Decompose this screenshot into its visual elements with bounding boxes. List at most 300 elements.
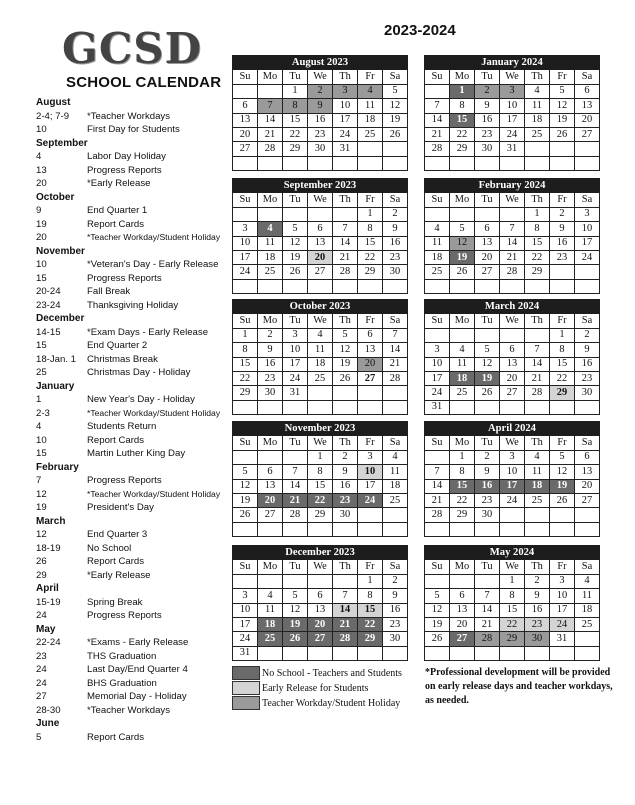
day-cell: 6 bbox=[500, 343, 525, 357]
event-row bbox=[36, 663, 236, 677]
empty-day-cell bbox=[383, 400, 408, 414]
day-cell: 10 bbox=[233, 603, 258, 617]
event-date: 29 bbox=[36, 569, 47, 581]
day-cell: 13 bbox=[575, 465, 600, 479]
day-cell: 21 bbox=[500, 250, 525, 264]
empty-day-cell bbox=[233, 279, 258, 293]
empty-day-cell bbox=[475, 522, 500, 536]
empty-day-cell bbox=[575, 646, 600, 660]
event-description: *Teacher Workday/Student Holiday bbox=[87, 232, 221, 242]
day-cell: 9 bbox=[550, 222, 575, 236]
event-description: *Veteran's Day - Early Release bbox=[87, 259, 219, 270]
weekday-header: Su bbox=[425, 314, 450, 328]
day-cell: 12 bbox=[425, 603, 450, 617]
empty-day-cell bbox=[333, 646, 358, 660]
weekday-header: Mo bbox=[258, 193, 283, 207]
event-row bbox=[36, 731, 236, 745]
event-description: New Year's Day - Holiday bbox=[87, 394, 195, 405]
event-row bbox=[36, 218, 236, 232]
event-row bbox=[36, 231, 236, 245]
event-date: 22-24 bbox=[36, 637, 61, 648]
day-cell: 13 bbox=[308, 236, 333, 250]
legend-label: Teacher Workday/Student Holiday bbox=[262, 697, 401, 709]
event-date: 19 bbox=[36, 502, 47, 513]
event-date: 10 bbox=[36, 259, 47, 270]
day-cell: 6 bbox=[450, 589, 475, 603]
day-cell: 6 bbox=[575, 450, 600, 464]
weekday-header: Mo bbox=[450, 436, 475, 450]
weekday-header: Su bbox=[425, 70, 450, 84]
day-cell: 26 bbox=[383, 127, 408, 141]
event-description: End Quarter 1 bbox=[87, 205, 148, 216]
empty-day-cell bbox=[333, 522, 358, 536]
day-cell: 1 bbox=[358, 207, 383, 221]
event-row bbox=[36, 204, 236, 218]
day-cell: 26 bbox=[550, 493, 575, 507]
day-cell: 19 bbox=[333, 357, 358, 371]
event-date: 7 bbox=[36, 475, 42, 486]
event-row bbox=[36, 528, 236, 542]
day-cell: 3 bbox=[425, 343, 450, 357]
day-cell: 19 bbox=[283, 250, 308, 264]
day-cell: 10 bbox=[358, 465, 383, 479]
event-description: Progress Reports bbox=[87, 272, 162, 284]
day-cell: 13 bbox=[233, 113, 258, 127]
event-row bbox=[36, 299, 236, 313]
weekday-header: Th bbox=[525, 560, 550, 574]
empty-day-cell bbox=[525, 508, 550, 522]
month-calendar bbox=[232, 55, 408, 171]
weekday-header: Mo bbox=[450, 560, 475, 574]
weekday-header: We bbox=[308, 70, 333, 84]
empty-day-cell bbox=[475, 328, 500, 342]
day-cell: 5 bbox=[475, 343, 500, 357]
day-cell: 13 bbox=[450, 603, 475, 617]
day-cell: 4 bbox=[525, 450, 550, 464]
weekday-header: Su bbox=[233, 436, 258, 450]
day-cell: 9 bbox=[308, 99, 333, 113]
event-row bbox=[36, 677, 236, 691]
weekday-header: Mo bbox=[258, 70, 283, 84]
day-cell: 15 bbox=[525, 236, 550, 250]
day-cell: 1 bbox=[500, 574, 525, 588]
day-cell: 15 bbox=[308, 479, 333, 493]
event-row bbox=[36, 110, 236, 124]
legend-item bbox=[232, 681, 402, 695]
event-row bbox=[36, 542, 236, 556]
event-row bbox=[36, 690, 236, 704]
day-cell: 14 bbox=[525, 357, 550, 371]
day-cell: 28 bbox=[258, 142, 283, 156]
day-cell: 7 bbox=[425, 99, 450, 113]
empty-day-cell bbox=[333, 207, 358, 221]
day-cell: 28 bbox=[383, 371, 408, 385]
weekday-header: Tu bbox=[283, 560, 308, 574]
day-cell: 28 bbox=[425, 142, 450, 156]
day-cell: 22 bbox=[233, 371, 258, 385]
event-description: Report Cards bbox=[87, 218, 145, 230]
event-description: *Teacher Workday/Student Holiday bbox=[87, 488, 221, 499]
day-cell: 3 bbox=[283, 328, 308, 342]
empty-day-cell bbox=[425, 646, 450, 660]
day-cell: 27 bbox=[308, 632, 333, 646]
empty-day-cell bbox=[475, 279, 500, 293]
day-cell: 28 bbox=[425, 508, 450, 522]
day-cell: 1 bbox=[525, 207, 550, 221]
weekday-header: We bbox=[308, 314, 333, 328]
day-cell: 26 bbox=[425, 632, 450, 646]
event-row bbox=[36, 609, 236, 623]
weekday-header: Th bbox=[525, 436, 550, 450]
weekday-header: Mo bbox=[450, 70, 475, 84]
legend-item bbox=[232, 696, 402, 710]
day-cell: 21 bbox=[333, 250, 358, 264]
day-cell: 2 bbox=[475, 450, 500, 464]
weekday-header: Mo bbox=[258, 560, 283, 574]
day-cell: 12 bbox=[333, 343, 358, 357]
day-cell: 1 bbox=[358, 574, 383, 588]
day-cell: 20 bbox=[450, 617, 475, 631]
weekday-header: Sa bbox=[575, 70, 600, 84]
day-cell: 18 bbox=[258, 617, 283, 631]
day-cell: 22 bbox=[500, 617, 525, 631]
day-cell: 25 bbox=[425, 265, 450, 279]
day-cell: 12 bbox=[383, 99, 408, 113]
day-cell: 27 bbox=[358, 371, 383, 385]
day-cell: 18 bbox=[525, 479, 550, 493]
day-cell: 2 bbox=[383, 574, 408, 588]
event-description: *Exam Days - Early Release bbox=[87, 326, 209, 338]
event-description: Christmas Day - Holiday bbox=[87, 367, 191, 378]
day-cell: 22 bbox=[450, 127, 475, 141]
empty-day-cell bbox=[283, 450, 308, 464]
event-date: 20-24 bbox=[36, 286, 61, 297]
empty-day-cell bbox=[233, 522, 258, 536]
weekday-header: Sa bbox=[383, 560, 408, 574]
event-date: 18-Jan. 1 bbox=[36, 353, 77, 365]
weekday-header: We bbox=[500, 70, 525, 84]
legend-swatch bbox=[232, 696, 260, 710]
day-cell: 24 bbox=[425, 386, 450, 400]
empty-day-cell bbox=[308, 522, 333, 536]
day-cell: 9 bbox=[475, 99, 500, 113]
day-cell: 19 bbox=[550, 479, 575, 493]
empty-day-cell bbox=[383, 386, 408, 400]
empty-day-cell bbox=[450, 279, 475, 293]
day-cell: 28 bbox=[283, 508, 308, 522]
event-description: *Teacher Workday/Student Holiday bbox=[87, 407, 221, 418]
empty-day-cell bbox=[500, 156, 525, 170]
empty-day-cell bbox=[425, 84, 450, 98]
event-row bbox=[36, 434, 236, 448]
day-cell: 15 bbox=[358, 236, 383, 250]
day-cell: 31 bbox=[283, 386, 308, 400]
weekday-header: We bbox=[308, 436, 333, 450]
event-date: 20 bbox=[36, 178, 47, 189]
day-cell: 29 bbox=[233, 386, 258, 400]
day-cell: 6 bbox=[233, 99, 258, 113]
legend bbox=[232, 666, 402, 711]
event-description: Labor Day Holiday bbox=[87, 151, 166, 162]
day-cell: 5 bbox=[283, 589, 308, 603]
day-cell: 17 bbox=[500, 113, 525, 127]
day-cell: 27 bbox=[500, 386, 525, 400]
day-cell: 18 bbox=[450, 371, 475, 385]
weekday-header: We bbox=[308, 193, 333, 207]
day-cell: 7 bbox=[383, 328, 408, 342]
day-cell: 14 bbox=[283, 479, 308, 493]
day-cell: 10 bbox=[500, 465, 525, 479]
day-cell: 14 bbox=[333, 236, 358, 250]
empty-day-cell bbox=[358, 386, 383, 400]
day-cell: 25 bbox=[575, 617, 600, 631]
day-cell: 11 bbox=[425, 236, 450, 250]
event-row bbox=[36, 650, 236, 664]
day-cell: 29 bbox=[283, 142, 308, 156]
empty-day-cell bbox=[500, 207, 525, 221]
day-cell: 17 bbox=[550, 603, 575, 617]
day-cell: 23 bbox=[383, 617, 408, 631]
day-cell: 18 bbox=[308, 357, 333, 371]
event-row bbox=[36, 596, 236, 610]
day-cell: 21 bbox=[283, 493, 308, 507]
event-date: 15 bbox=[36, 272, 47, 284]
day-cell: 7 bbox=[283, 465, 308, 479]
day-cell: 11 bbox=[525, 465, 550, 479]
day-cell: 21 bbox=[525, 371, 550, 385]
day-cell: 23 bbox=[525, 617, 550, 631]
day-cell: 6 bbox=[358, 328, 383, 342]
event-month-heading: August bbox=[36, 97, 71, 108]
event-description: Martin Luther King Day bbox=[87, 448, 186, 459]
event-date: 14-15 bbox=[36, 326, 61, 338]
day-cell: 21 bbox=[258, 127, 283, 141]
event-row bbox=[36, 393, 236, 407]
day-cell: 12 bbox=[475, 357, 500, 371]
weekday-header: Mo bbox=[450, 193, 475, 207]
day-cell: 3 bbox=[575, 207, 600, 221]
day-cell: 15 bbox=[283, 113, 308, 127]
empty-day-cell bbox=[500, 400, 525, 414]
weekday-header: Tu bbox=[283, 70, 308, 84]
weekday-header: We bbox=[500, 193, 525, 207]
empty-day-cell bbox=[233, 450, 258, 464]
event-description: THS Graduation bbox=[87, 650, 157, 662]
day-cell: 26 bbox=[550, 127, 575, 141]
day-cell: 4 bbox=[258, 589, 283, 603]
day-cell: 9 bbox=[258, 343, 283, 357]
empty-day-cell bbox=[383, 279, 408, 293]
empty-day-cell bbox=[550, 508, 575, 522]
empty-day-cell bbox=[308, 207, 333, 221]
day-cell: 26 bbox=[450, 265, 475, 279]
event-month-heading: June bbox=[36, 718, 60, 729]
month-title: April 2024 bbox=[425, 422, 600, 436]
event-row bbox=[36, 258, 236, 272]
day-cell: 19 bbox=[475, 371, 500, 385]
empty-day-cell bbox=[333, 574, 358, 588]
month-title: March 2024 bbox=[425, 300, 600, 314]
empty-day-cell bbox=[575, 508, 600, 522]
day-cell: 28 bbox=[500, 265, 525, 279]
day-cell: 22 bbox=[525, 250, 550, 264]
day-cell: 31 bbox=[500, 142, 525, 156]
event-row bbox=[36, 164, 236, 178]
weekday-header: Tu bbox=[475, 193, 500, 207]
day-cell: 29 bbox=[358, 265, 383, 279]
day-cell: 29 bbox=[450, 142, 475, 156]
empty-day-cell bbox=[475, 400, 500, 414]
weekday-header: Su bbox=[425, 193, 450, 207]
month-title: October 2023 bbox=[233, 300, 408, 314]
empty-day-cell bbox=[525, 142, 550, 156]
day-cell: 30 bbox=[383, 265, 408, 279]
weekday-header: Tu bbox=[475, 314, 500, 328]
day-cell: 24 bbox=[550, 617, 575, 631]
weekday-header: Mo bbox=[258, 314, 283, 328]
day-cell: 14 bbox=[383, 343, 408, 357]
day-cell: 28 bbox=[525, 386, 550, 400]
day-cell: 19 bbox=[233, 493, 258, 507]
event-month-heading: November bbox=[36, 245, 85, 257]
weekday-header: We bbox=[308, 560, 333, 574]
empty-day-cell bbox=[550, 279, 575, 293]
empty-day-cell bbox=[425, 328, 450, 342]
empty-day-cell bbox=[383, 142, 408, 156]
empty-day-cell bbox=[283, 574, 308, 588]
empty-day-cell bbox=[283, 156, 308, 170]
event-description: *Teacher Workdays bbox=[87, 110, 171, 122]
event-row bbox=[36, 555, 236, 569]
event-row bbox=[36, 569, 236, 583]
day-cell: 22 bbox=[450, 493, 475, 507]
weekday-header: Mo bbox=[450, 314, 475, 328]
weekday-header: Fr bbox=[550, 314, 575, 328]
event-row bbox=[36, 474, 236, 488]
day-cell: 23 bbox=[475, 127, 500, 141]
event-row bbox=[36, 420, 236, 434]
day-cell: 16 bbox=[383, 236, 408, 250]
day-cell: 26 bbox=[283, 265, 308, 279]
empty-day-cell bbox=[258, 646, 283, 660]
day-cell: 15 bbox=[358, 603, 383, 617]
empty-day-cell bbox=[383, 522, 408, 536]
day-cell: 8 bbox=[283, 99, 308, 113]
event-date: 4 bbox=[36, 421, 42, 432]
event-date: 24 bbox=[36, 664, 47, 675]
day-cell: 11 bbox=[258, 603, 283, 617]
logo-text: GCSD bbox=[62, 24, 203, 73]
district-logo bbox=[62, 24, 222, 72]
event-row bbox=[36, 123, 236, 137]
day-cell: 17 bbox=[233, 250, 258, 264]
day-cell: 11 bbox=[575, 589, 600, 603]
weekday-header: Sa bbox=[575, 436, 600, 450]
calendar-subtitle: SCHOOL CALENDAR bbox=[66, 74, 222, 91]
event-date: 12 bbox=[36, 488, 47, 500]
day-cell: 9 bbox=[475, 465, 500, 479]
day-cell: 22 bbox=[358, 250, 383, 264]
empty-day-cell bbox=[308, 279, 333, 293]
day-cell: 4 bbox=[258, 222, 283, 236]
weekday-header: Sa bbox=[383, 193, 408, 207]
empty-day-cell bbox=[525, 328, 550, 342]
day-cell: 23 bbox=[383, 250, 408, 264]
empty-day-cell bbox=[358, 646, 383, 660]
weekday-header: Th bbox=[333, 314, 358, 328]
day-cell: 30 bbox=[475, 508, 500, 522]
day-cell: 11 bbox=[450, 357, 475, 371]
day-cell: 22 bbox=[308, 493, 333, 507]
day-cell: 29 bbox=[358, 632, 383, 646]
day-cell: 8 bbox=[550, 343, 575, 357]
empty-day-cell bbox=[500, 279, 525, 293]
day-cell: 29 bbox=[525, 265, 550, 279]
month-calendar bbox=[232, 421, 408, 537]
empty-day-cell bbox=[575, 142, 600, 156]
month-calendar bbox=[424, 421, 600, 537]
day-cell: 8 bbox=[525, 222, 550, 236]
empty-day-cell bbox=[425, 279, 450, 293]
event-row bbox=[36, 326, 236, 340]
day-cell: 26 bbox=[233, 508, 258, 522]
day-cell: 31 bbox=[233, 646, 258, 660]
day-cell: 11 bbox=[308, 343, 333, 357]
empty-day-cell bbox=[258, 522, 283, 536]
day-cell: 30 bbox=[258, 386, 283, 400]
event-description: *Early Release bbox=[87, 569, 151, 581]
empty-day-cell bbox=[450, 522, 475, 536]
empty-day-cell bbox=[358, 522, 383, 536]
day-cell: 4 bbox=[425, 222, 450, 236]
weekday-header: Tu bbox=[283, 193, 308, 207]
empty-day-cell bbox=[500, 508, 525, 522]
day-cell: 19 bbox=[383, 113, 408, 127]
event-month-heading: December bbox=[36, 313, 85, 324]
event-date: 5 bbox=[36, 731, 42, 743]
weekday-header: Sa bbox=[383, 436, 408, 450]
day-cell: 23 bbox=[308, 127, 333, 141]
event-row bbox=[36, 285, 236, 299]
event-description: *Teacher Workdays bbox=[87, 704, 171, 716]
day-cell: 22 bbox=[550, 371, 575, 385]
event-date: 9 bbox=[36, 205, 42, 216]
event-description: Progress Reports bbox=[87, 475, 162, 486]
day-cell: 24 bbox=[358, 493, 383, 507]
day-cell: 15 bbox=[233, 357, 258, 371]
weekday-header: Su bbox=[233, 70, 258, 84]
weekday-header: Fr bbox=[550, 436, 575, 450]
empty-day-cell bbox=[283, 207, 308, 221]
empty-day-cell bbox=[500, 522, 525, 536]
event-description: BHS Graduation bbox=[87, 677, 157, 689]
day-cell: 29 bbox=[500, 632, 525, 646]
empty-day-cell bbox=[358, 142, 383, 156]
day-cell: 20 bbox=[475, 250, 500, 264]
empty-day-cell bbox=[550, 265, 575, 279]
day-cell: 9 bbox=[383, 222, 408, 236]
weekday-header: Th bbox=[525, 70, 550, 84]
day-cell: 26 bbox=[283, 632, 308, 646]
day-cell: 14 bbox=[333, 603, 358, 617]
day-cell: 6 bbox=[475, 222, 500, 236]
empty-day-cell bbox=[525, 646, 550, 660]
day-cell: 14 bbox=[425, 479, 450, 493]
event-description: Progress Reports bbox=[87, 610, 162, 621]
day-cell: 29 bbox=[550, 386, 575, 400]
empty-day-cell bbox=[450, 156, 475, 170]
event-date: 27 bbox=[36, 691, 47, 702]
